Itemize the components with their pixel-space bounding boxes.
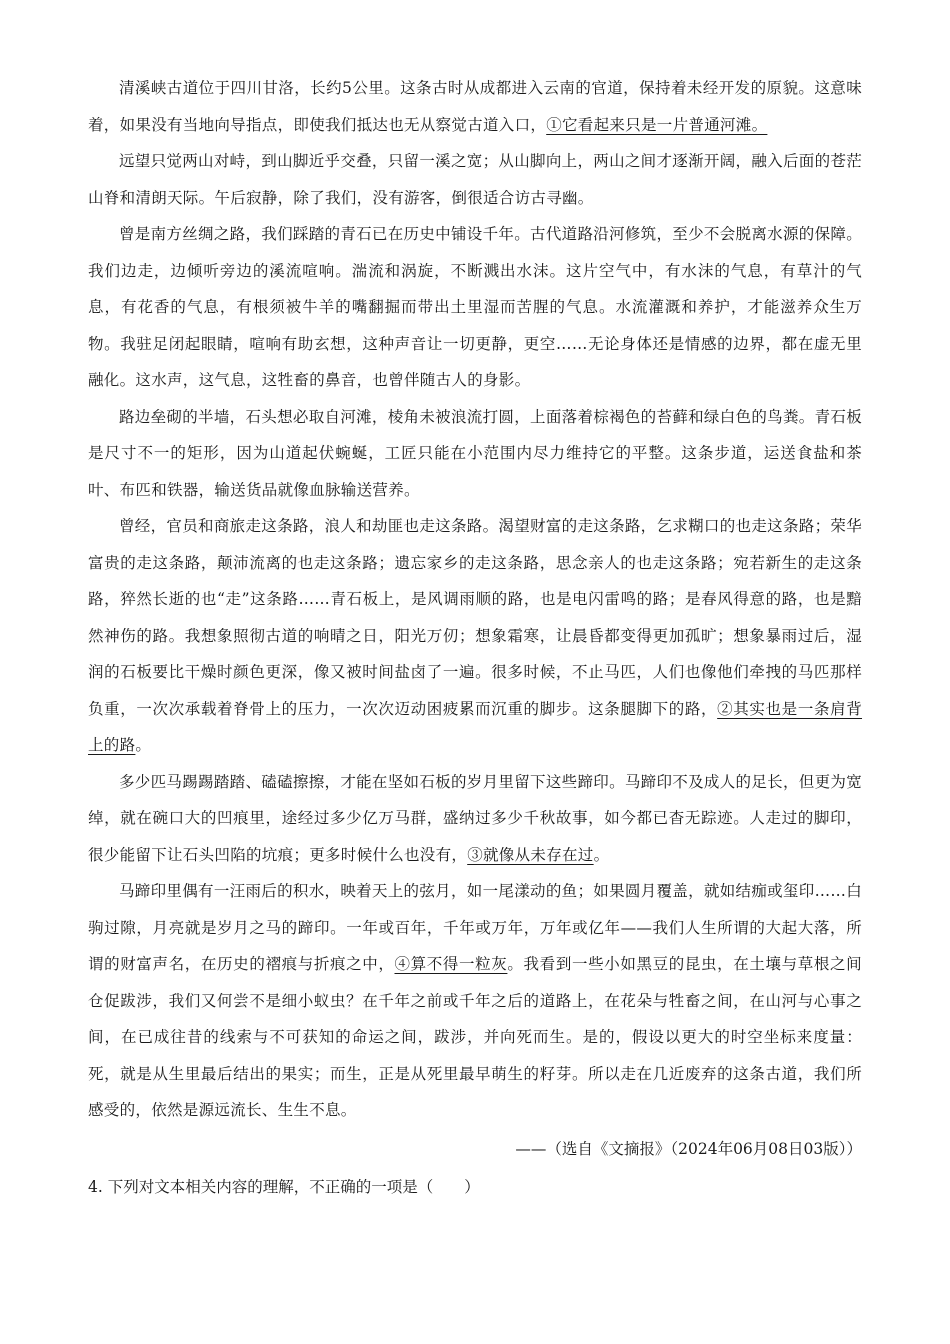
- source-citation: ——（选自《文摘报》（2024年06月08日03版））: [515, 1139, 862, 1158]
- paragraph-text: 。: [135, 736, 152, 754]
- paragraph-1: [88, 70, 862, 143]
- underlined-sentence-2: ②其实也是一条肩背上的路: [88, 699, 863, 754]
- question-stem: 4. 下列对文本相关内容的理解，不正确的一项是（ ）: [88, 1178, 480, 1196]
- underlined-sentence-4: ④算不得一粒灰: [394, 955, 508, 973]
- paragraph-5: [88, 508, 862, 764]
- paragraph-2: [88, 143, 862, 216]
- paragraph-text: 马蹄印里偶有一汪雨后的积水，映着天上的弦月，如一尾漾动的鱼；如果圆月覆盖，就如结痂或玺印……白驹过隙，月亮就是岁月之马的蹄印。一年或百年，千年或万年，万年或亿年——我们人生所谓的大起大落，所谓的财富声名，在历史的褶痕与折痕之中，: [88, 882, 862, 973]
- paragraph-7: [88, 873, 862, 1129]
- paragraph-text: 清溪峡古道位于四川甘洛，长约5公里。这条古时从成都进入云南的官道，保持着未经开发的原貌。这意味着，如果没有当地向导指点，即使我们抵达也无从察觉古道入口，: [88, 79, 862, 134]
- article-body: [88, 70, 862, 1167]
- paragraph-6: [88, 764, 862, 874]
- paragraph-3: [88, 216, 862, 399]
- underlined-sentence-1: ①它看起来只是一片普通河滩。: [546, 115, 768, 134]
- paragraph-text: 曾是南方丝绸之路，我们踩踏的青石已在历史中铺设千年。古代道路沿河修筑，至少不会脱离水源的保障。我们边走，边倾听旁边的溪流喧响。湍流和涡旋，不断溅出水沫。这片空气中，有水沫的气息，有草汁的气息，有花香的气息，有根须被牛羊的嘴翻掘而带出土里湿而苦腥的气息。水流灌溉和养护，才能滋养众生万物。我驻足闭起眼睛，喧响有助玄想，这种声音让一切更静，更空……无论身体还是情感的边界，都在虚无里融化。这水声，这气息，这牲畜的鼻音，也曾伴随古人的身影。: [88, 225, 862, 389]
- paragraph-text: 。: [593, 845, 610, 864]
- paragraph-text: 。我看到一些小如黑豆的昆虫，在土壤与草根之间仓促跋涉，我们又何尝不是细小蚁虫？在千年之前或千年之后的道路上，在花朵与牲畜之间，在山河与心事之间，在已成往昔的线索与不可获知的命运之间，跋涉，并向死而生。是的，假设以更大的时空坐标来度量：死，就是从生里最后结出的果实；而生，正是从死里最早萌生的籽芽。所以走在几近废弃的这条古道，我们所感受的，依然是源远流长、生生不息。: [88, 955, 862, 1119]
- underlined-sentence-3: ③就像从未存在过: [467, 845, 594, 864]
- paragraph-text: 远望只觉两山对峙，到山脚近乎交叠，只留一溪之宽；从山脚向上，两山之间才逐渐开阔，融入后面的苍茫山脊和清朗天际。午后寂静，除了我们，没有游客，倒很适合访古寻幽。: [88, 152, 862, 207]
- paragraph-text: 曾经，官员和商旅走这条路，浪人和劫匪也走这条路。渴望财富的走这条路，乞求糊口的也走这条路；荣华富贵的走这条路，颠沛流离的也走这条路；遗忘家乡的走这条路，思念亲人的也走这条路；宛若新生的走这条路，猝然长逝的也“走”这条路……青石板上，是风调雨顺的路，也是电闪雷鸣的路；是春风得意的路，也是黯然神伤的路。我想象照彻古道的响晴之日，阳光万仞；想象霜寒，让晨昏都变得更加孤旷；想象暴雨过后，湿润的石板要比干燥时颜色更深，像又被时间盐卤了一遍。很多时候，不止马匹，人们也像他们牵拽的马匹那样负重，一次次承载着脊骨上的压力，一次次迈动困疲累而沉重的脚步。这条腿脚下的路，: [88, 517, 862, 718]
- paragraph-text: 多少匹马踢踢踏踏、磕磕擦擦，才能在坚如石板的岁月里留下这些蹄印。马蹄印不及成人的足长，但更为宽绰，就在碗口大的凹痕里，途经过多少亿万马群，盛纳过多少千秋故事，如今都已杳无踪迹。人走过的脚印，很少能留下让石头凹陷的坑痕；更多时候什么也没有，: [88, 772, 862, 864]
- paragraph-text: 路边垒砌的半墙，石头想必取自河滩，棱角未被浪流打圆，上面落着棕褐色的苔藓和绿白色的鸟粪。青石板是尺寸不一的矩形，因为山道起伏蜿蜒，工匠只能在小范围内尽力维持它的平整。这条步道，运送食盐和茶叶、布匹和铁器，输送货品就像血脉输送营养。: [88, 407, 862, 499]
- paragraph-4: [88, 399, 862, 509]
